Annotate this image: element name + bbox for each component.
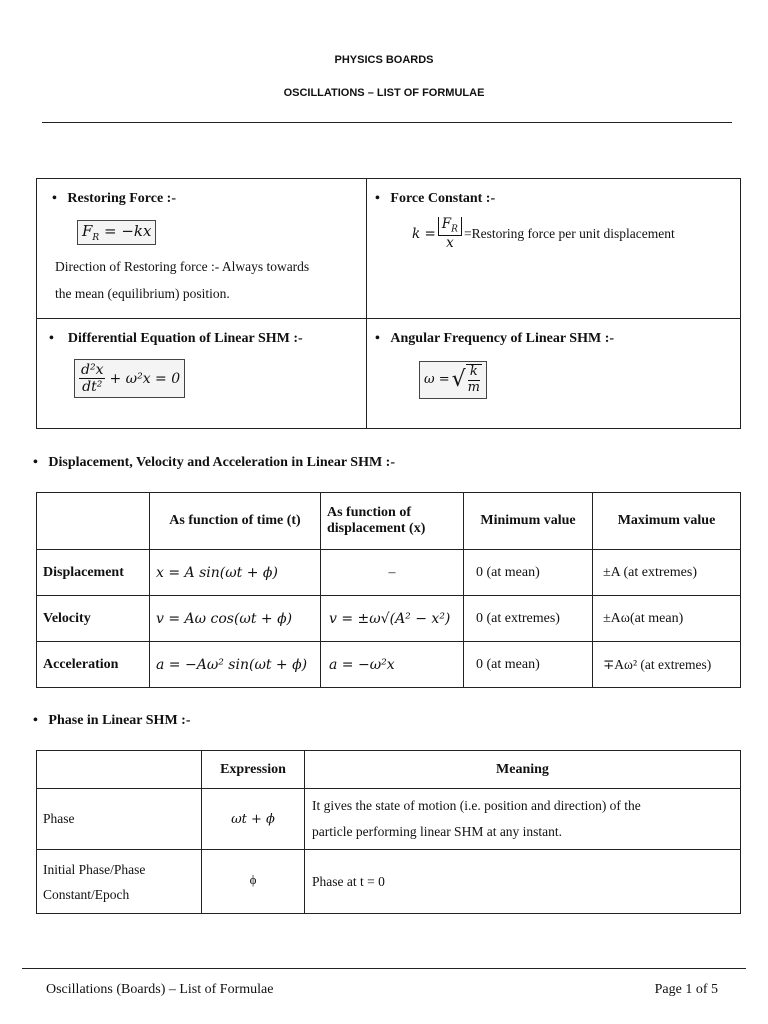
header-rule: [42, 122, 732, 123]
force-constant-cell: [367, 179, 741, 319]
force-constant-heading: • Force Constant :-: [375, 191, 496, 206]
cell-time: a = −Aω² sin(ωt + ϕ): [150, 642, 321, 688]
ang-freq-lhs: ω =: [424, 372, 450, 388]
angular-frequency-cell: [367, 319, 741, 429]
phase-table: [36, 750, 741, 914]
shm-col-disp: [321, 493, 464, 550]
shm-col-min-label: Minimum value: [480, 513, 576, 528]
direction-line-1: Direction of Restoring force :- Always towards: [55, 259, 310, 274]
cell-disp: –: [321, 550, 464, 596]
section-shm-heading: • Displacement, Velocity and Acceleration in Linear SHM :-: [33, 455, 396, 470]
cell-meaning: Phase at t = 0: [305, 850, 741, 914]
table-row: [37, 642, 741, 688]
restoring-formula-rhs: = −kx: [103, 222, 152, 240]
shm-col-disp-label: As function of displacement (x): [327, 505, 426, 536]
footer-left: Oscillations (Boards) – List of Formulae: [46, 982, 274, 997]
table-row: [37, 850, 741, 914]
force-constant-num: F: [441, 216, 452, 232]
force-constant-num-sub: R: [451, 224, 458, 235]
row-label-line-1: Initial Phase/Phase: [43, 861, 146, 877]
shm-col-max-label: Maximum value: [617, 513, 716, 528]
force-constant-desc: =Restoring force per unit displacement: [463, 226, 675, 242]
phase-col-expression-label: Expression: [220, 761, 286, 777]
differential-equation-cell: [37, 319, 367, 429]
shm-col-time: [150, 493, 321, 550]
cell-expression: ωt + ϕ: [202, 789, 305, 850]
page-subtitle: OSCILLATIONS – LIST OF FORMULAE: [283, 87, 485, 99]
ang-freq-den: m: [467, 379, 480, 395]
table-row: [37, 596, 741, 642]
row-label: Acceleration: [37, 642, 150, 688]
ang-freq-num: k: [469, 364, 478, 379]
restoring-force-title: Restoring Force :-: [67, 191, 176, 206]
cell-time: v = Aω cos(ωt + ϕ): [150, 596, 321, 642]
cell-meaning: [305, 789, 741, 850]
row-label: [37, 850, 202, 914]
cell-min: 0 (at mean): [464, 550, 593, 596]
phase-col-meaning-label: Meaning: [496, 761, 549, 777]
angular-frequency-formula: ω = √ $\frac{k}{m}$: [419, 361, 487, 399]
diff-eq-den: dt²: [82, 379, 103, 396]
meaning-line-1: It gives the state of motion (i.e. position and direction) of the: [312, 798, 641, 813]
phase-col-expression: [202, 751, 305, 789]
phase-col-empty: [37, 751, 202, 789]
formula-grid: [36, 178, 741, 429]
differential-equation-formula: [74, 359, 185, 398]
row-label: Phase: [37, 789, 202, 850]
differential-equation-heading: • Differential Equation of Linear SHM :-: [49, 331, 303, 346]
cell-max: ±A (at extremes): [593, 550, 741, 596]
diff-eq-num: d²x: [81, 362, 104, 378]
shm-col-max: [593, 493, 741, 550]
shm-col-empty: [37, 493, 150, 550]
row-label: Velocity: [37, 596, 150, 642]
direction-line-2: the mean (equilibrium) position.: [55, 286, 230, 301]
cell-disp: v = ±ω√(A² − x²): [321, 596, 464, 642]
row-label-line-2: Constant/Epoch: [43, 886, 130, 902]
section-shm-title: Displacement, Velocity and Acceleration in Linear SHM :-: [48, 455, 396, 470]
restoring-force-formula: [77, 220, 156, 245]
shm-col-min: [464, 493, 593, 550]
force-constant-den: x: [446, 235, 454, 252]
cell-disp: a = −ω²x: [321, 642, 464, 688]
force-constant-title: Force Constant :-: [390, 191, 496, 206]
table-row: [37, 550, 741, 596]
restoring-formula-lhs: F: [82, 222, 93, 240]
angular-frequency-heading: • Angular Frequency of Linear SHM :-: [375, 331, 615, 346]
footer-rule: [22, 968, 746, 969]
shm-table: [36, 492, 741, 688]
meaning-line-2: particle performing linear SHM at any instant.: [312, 824, 563, 839]
cell-time: x = A sin(ωt + ϕ): [150, 550, 321, 596]
phase-col-meaning: [305, 751, 741, 789]
cell-max: ∓Aω² (at extremes): [593, 642, 741, 688]
cell-min: 0 (at mean): [464, 642, 593, 688]
section-phase-heading: • Phase in Linear SHM :-: [33, 713, 191, 728]
restoring-force-heading: • Restoring Force :-: [52, 191, 176, 206]
differential-equation-title: Differential Equation of Linear SHM :-: [67, 331, 303, 346]
angular-frequency-title: Angular Frequency of Linear SHM :-: [390, 331, 615, 346]
force-constant-formula: [412, 217, 675, 252]
page-title: PHYSICS BOARDS: [334, 54, 434, 66]
cell-max: ±Aω(at mean): [593, 596, 741, 642]
shm-col-time-label: As function of time (t): [169, 513, 301, 528]
cell-expression: ϕ: [202, 850, 305, 914]
restoring-formula-sub: R: [92, 233, 100, 243]
page-number: Page 1 of 5: [654, 982, 718, 997]
force-constant-lhs: k =: [412, 226, 436, 243]
restoring-force-cell: [37, 179, 367, 319]
section-phase-title: Phase in Linear SHM :-: [48, 713, 191, 728]
row-label: Displacement: [37, 550, 150, 596]
cell-min: 0 (at extremes): [464, 596, 593, 642]
table-row: [37, 789, 741, 850]
diff-eq-rest: + ω²x = 0: [109, 370, 181, 387]
